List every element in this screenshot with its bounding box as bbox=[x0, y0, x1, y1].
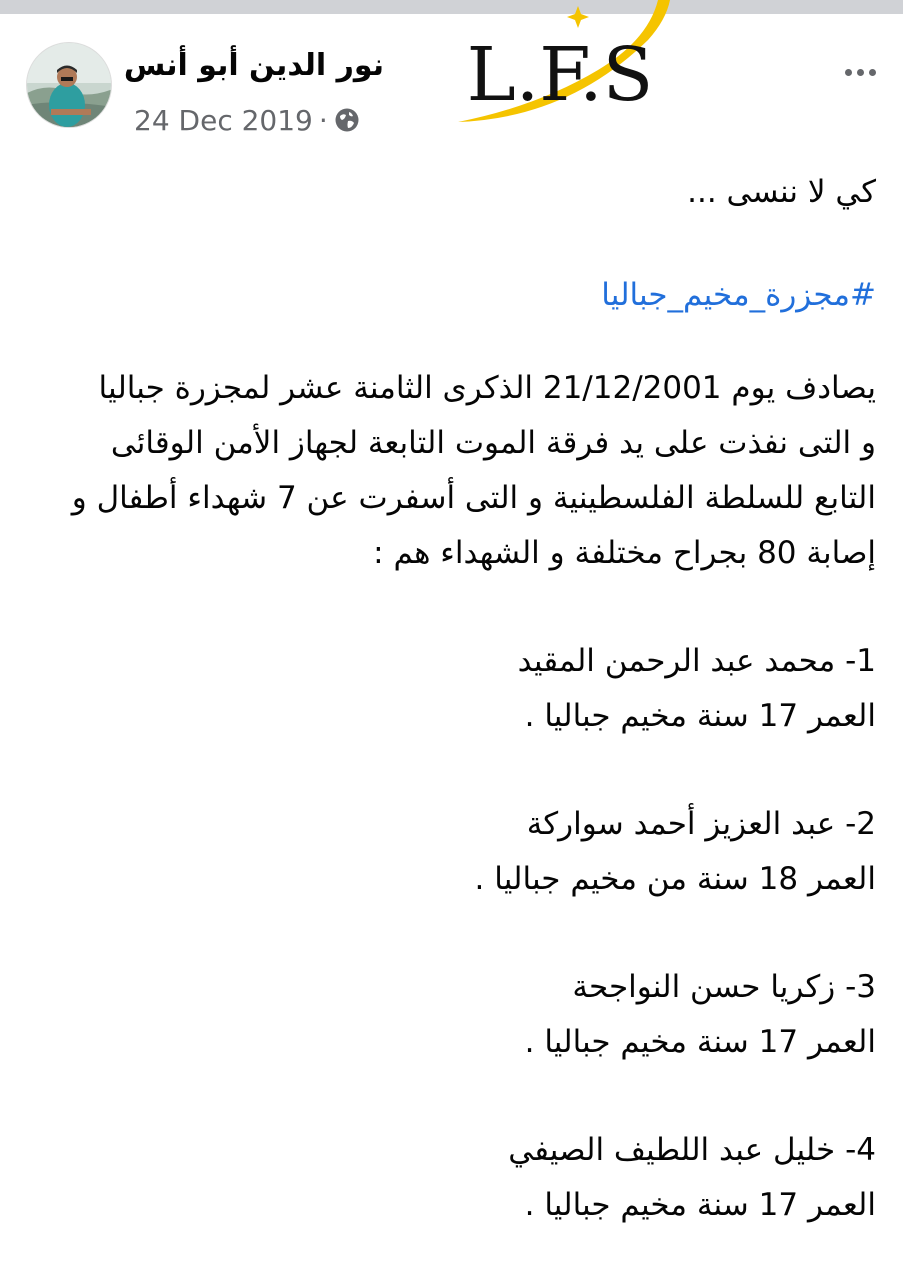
martyr-name: 3- زكريا حسن النواجحة bbox=[572, 969, 876, 1005]
author-avatar[interactable] bbox=[26, 42, 112, 128]
hashtag-link[interactable]: #مجزرة_مخيم_جباليا bbox=[601, 277, 876, 313]
logo-text: L.F.S bbox=[466, 32, 654, 118]
more-options-icon[interactable] bbox=[832, 54, 888, 90]
martyr-name: 4- خليل عبد اللطيف الصيفي bbox=[508, 1132, 876, 1168]
more-dot bbox=[857, 69, 864, 76]
post-meta bbox=[134, 104, 360, 136]
more-dot bbox=[845, 69, 852, 76]
avatar-image bbox=[27, 43, 112, 128]
post-date[interactable]: 24 Dec 2019 bbox=[134, 103, 313, 137]
author-name[interactable]: نور الدين أبو أنس bbox=[123, 48, 384, 83]
lfs-logo bbox=[448, 0, 678, 134]
post-header bbox=[0, 14, 903, 144]
meta-separator: · bbox=[318, 103, 328, 137]
martyr-name: 2- عبد العزيز أحمد سواركة bbox=[526, 806, 876, 842]
post-paragraph: يصادف يوم 21/12/2001 الذكرى الثامنة عشر لمجزرة جباليا و التى نفذت على يد فرقة الموت التابعة لجهاز الأمن الوقائى التابع للسلطة الفلسطينية و التى أسفرت عن 7 شهداء أطفال و إصابة 80 بجراح مختلفة و الشهداء هم : bbox=[71, 370, 876, 571]
post-intro: كي لا ننسى ... bbox=[687, 174, 876, 210]
martyr-detail: العمر 17 سنة مخيم جباليا . bbox=[524, 1024, 876, 1060]
globe-icon[interactable] bbox=[334, 107, 360, 133]
martyr-detail: العمر 18 سنة من مخيم جباليا . bbox=[474, 861, 876, 897]
post-body bbox=[28, 165, 876, 1233]
more-dot bbox=[869, 69, 876, 76]
martyr-detail: العمر 17 سنة مخيم جباليا . bbox=[524, 1187, 876, 1223]
martyr-name: 1- محمد عبد الرحمن المقيد bbox=[517, 643, 876, 679]
martyr-detail: العمر 17 سنة مخيم جباليا . bbox=[524, 698, 876, 734]
